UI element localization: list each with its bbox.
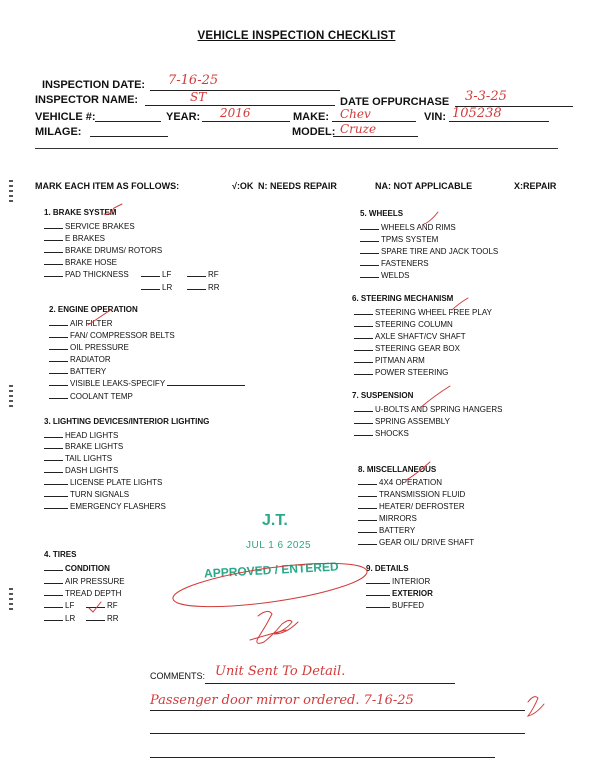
- checklist-item[interactable]: RADIATOR: [49, 354, 111, 364]
- checklist-item[interactable]: BRAKE DRUMS/ ROTORS: [44, 245, 162, 255]
- brake-rr[interactable]: RR: [187, 282, 220, 292]
- stamp-date: JUL 1 6 2025: [246, 540, 312, 551]
- lighting-title: 3. LIGHTING DEVICES/INTERIOR LIGHTING: [44, 417, 210, 426]
- tire-lr[interactable]: LR: [44, 613, 75, 623]
- vin-label: VIN:: [424, 111, 446, 123]
- model-value[interactable]: Cruze: [340, 122, 377, 136]
- checklist-item[interactable]: AXLE SHAFT/CV SHAFT: [354, 331, 466, 341]
- checklist-item[interactable]: STEERING GEAR BOX: [354, 343, 460, 353]
- year-label: YEAR:: [166, 111, 201, 123]
- checklist-item[interactable]: STEERING WHEEL FREE PLAY: [354, 307, 492, 317]
- inspection-date-value[interactable]: 7-16-25: [168, 73, 219, 88]
- checklist-item[interactable]: TPMS SYSTEM: [360, 234, 438, 244]
- checklist-item[interactable]: TAIL LIGHTS: [44, 453, 112, 463]
- inspector-name-label: INSPECTOR NAME:: [35, 94, 139, 106]
- checklist-item[interactable]: STEERING COLUMN: [354, 319, 453, 329]
- inspector-name-value[interactable]: ST: [190, 90, 207, 104]
- checklist-item[interactable]: INTERIOR: [366, 576, 430, 586]
- brake-rf[interactable]: RF: [187, 269, 219, 279]
- checklist-item[interactable]: PAD THICKNESS: [44, 269, 129, 279]
- wheels-title: 5. WHEELS: [360, 209, 404, 218]
- checklist-item[interactable]: COOLANT TEMP: [49, 391, 133, 401]
- checklist-item[interactable]: SERVICE BRAKES: [44, 221, 135, 231]
- checklist-item[interactable]: OIL PRESSURE: [49, 342, 129, 352]
- brake-lr[interactable]: LR: [141, 282, 172, 292]
- checklist-item[interactable]: POWER STEERING: [354, 367, 448, 377]
- comments-line-3: [150, 733, 525, 734]
- checklist-item[interactable]: BRAKE LIGHTS: [44, 441, 123, 451]
- checklist-item[interactable]: GEAR OIL/ DRIVE SHAFT: [358, 537, 474, 547]
- comments-line-2: [150, 710, 525, 711]
- checklist-item[interactable]: 4X4 OPERATION: [358, 477, 442, 487]
- comments-line-1: [205, 683, 455, 684]
- legend-repair: X:REPAIR: [514, 181, 557, 191]
- brake-lf[interactable]: LF: [141, 269, 171, 279]
- comments-line-1-text[interactable]: Unit Sent To Detail.: [215, 664, 346, 679]
- comments-label: COMMENTS:: [150, 671, 205, 681]
- comments-line-2-text[interactable]: Passenger door mirror ordered. 7-16-25: [150, 693, 414, 708]
- vin-value[interactable]: 105238: [452, 106, 502, 121]
- legend-instruction: MARK EACH ITEM AS FOLLOWS:: [35, 181, 180, 191]
- checklist-item[interactable]: EMERGENCY FLASHERS: [44, 501, 166, 511]
- checklist-item[interactable]: SHOCKS: [354, 428, 409, 438]
- vehicle-label: VEHICLE #:: [35, 111, 96, 123]
- checklist-item[interactable]: AIR FILTER: [49, 318, 113, 328]
- date-of-purchase-label: DATE OFPURCHASE: [340, 96, 450, 108]
- stamp-status: APPROVED / ENTERED: [203, 559, 339, 581]
- legend-ok: √:OK: [232, 181, 254, 191]
- checklist-item[interactable]: WHEELS AND RIMS: [360, 222, 456, 232]
- checklist-item[interactable]: HEAD LIGHTS: [44, 430, 118, 440]
- page-title: VEHICLE INSPECTION CHECKLIST: [197, 30, 396, 42]
- checklist-item[interactable]: SPRING ASSEMBLY: [354, 416, 450, 426]
- tires-title: 4. TIRES: [44, 550, 77, 559]
- stamp-initials: J.T.: [262, 512, 288, 529]
- comments-line-4: [150, 757, 495, 758]
- suspension-title: 7. SUSPENSION: [352, 391, 414, 400]
- legend-na: NA: NOT APPLICABLE: [375, 181, 473, 191]
- engine-operation-title: 2. ENGINE OPERATION: [49, 305, 138, 314]
- inspection-date-label: INSPECTION DATE:: [42, 79, 146, 91]
- legend-needs-repair: N: NEEDS REPAIR: [258, 181, 337, 191]
- tire-rf[interactable]: RF: [86, 600, 118, 610]
- checklist-item[interactable]: MIRRORS: [358, 513, 417, 523]
- checklist-item[interactable]: BATTERY: [49, 366, 106, 376]
- checklist-item[interactable]: AIR PRESSURE: [44, 576, 125, 586]
- details-title: 9. DETAILS: [366, 564, 409, 573]
- checklist-item[interactable]: BRAKE HOSE: [44, 257, 117, 267]
- checklist-item[interactable]: SPARE TIRE AND JACK TOOLS: [360, 246, 498, 256]
- checklist-item[interactable]: BUFFED: [366, 600, 424, 610]
- checklist-item[interactable]: U-BOLTS AND SPRING HANGERS: [354, 404, 502, 414]
- checklist-item[interactable]: TURN SIGNALS: [44, 489, 129, 499]
- checklist-item[interactable]: BATTERY: [358, 525, 415, 535]
- misc-title: 8. MISCELLANEOUS: [358, 465, 437, 474]
- checklist-item[interactable]: FAN/ COMPRESSOR BELTS: [49, 330, 175, 340]
- make-label: MAKE:: [293, 111, 330, 123]
- checklist-item[interactable]: TRANSMISSION FLUID: [358, 489, 465, 499]
- brake-system-title: 1. BRAKE SYSTEM: [44, 208, 117, 217]
- checklist-item[interactable]: PITMAN ARM: [354, 355, 425, 365]
- steering-title: 6. STEERING MECHANISM: [352, 294, 454, 303]
- checklist-item[interactable]: LICENSE PLATE LIGHTS: [44, 477, 162, 487]
- checklist-item[interactable]: WELDS: [360, 270, 409, 280]
- checklist-item[interactable]: FASTENERS: [360, 258, 429, 268]
- checklist-item[interactable]: E BRAKES: [44, 233, 105, 243]
- year-value[interactable]: 2016: [220, 106, 251, 120]
- checklist-item[interactable]: VISIBLE LEAKS-SPECIFY: [49, 378, 247, 388]
- model-label: MODEL:: [292, 126, 336, 138]
- date-of-purchase-value[interactable]: 3-3-25: [465, 89, 507, 104]
- checklist-item[interactable]: HEATER/ DEFROSTER: [358, 501, 465, 511]
- checklist-item[interactable]: DASH LIGHTS: [44, 465, 118, 475]
- make-value[interactable]: Chev: [340, 107, 371, 121]
- checklist-item[interactable]: TREAD DEPTH: [44, 588, 121, 598]
- checklist-item[interactable]: CONDITION: [44, 563, 110, 573]
- checklist-item[interactable]: EXTERIOR: [366, 588, 433, 598]
- milage-label: MILAGE:: [35, 126, 82, 138]
- tire-lf[interactable]: LF: [44, 600, 74, 610]
- tire-rr[interactable]: RR: [86, 613, 119, 623]
